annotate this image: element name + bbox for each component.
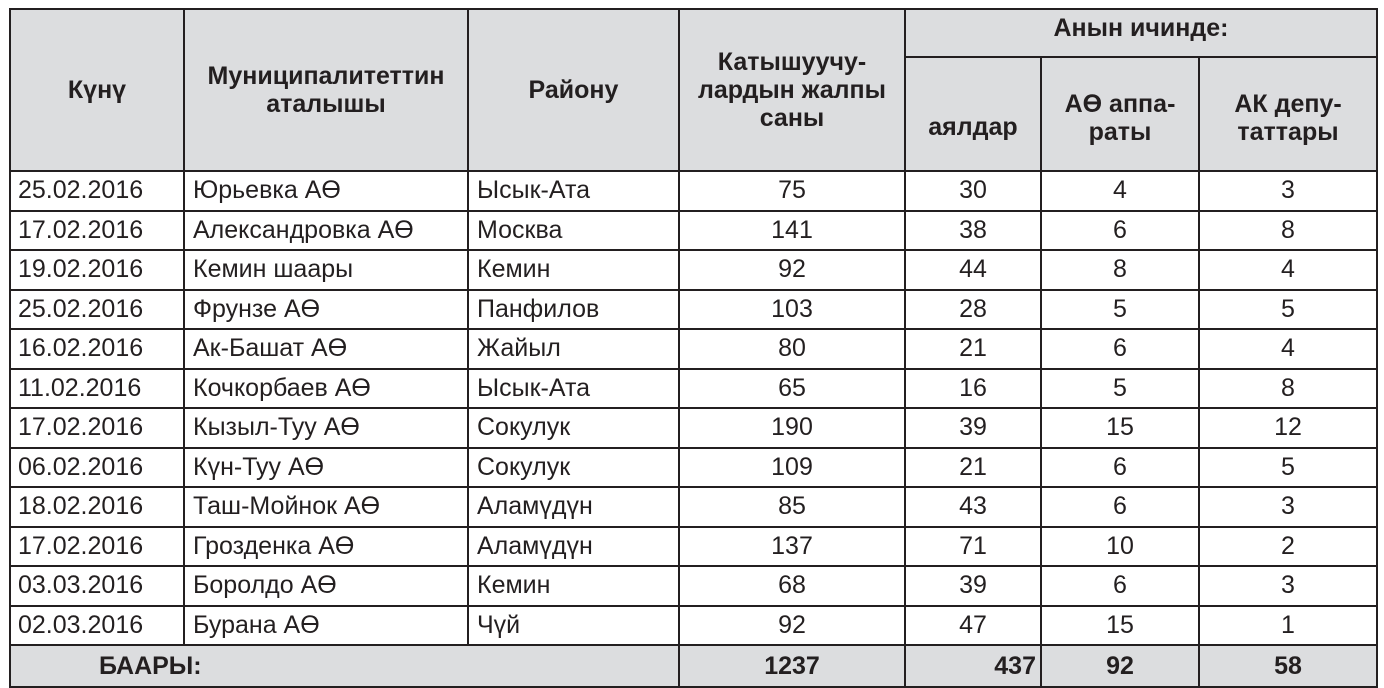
table-row: [10, 250, 1377, 290]
cell-ao-staff: 5: [1041, 369, 1199, 409]
cell-women: 16: [905, 369, 1041, 409]
cell-date: 16.02.2016: [10, 329, 184, 369]
cell-date: 11.02.2016: [10, 369, 184, 409]
header-of-which: Анын ичинде:: [905, 9, 1377, 57]
totals-total: 1237: [679, 645, 905, 687]
table-row: [10, 527, 1377, 567]
cell-women: 39: [905, 566, 1041, 606]
cell-ak-deputies: 5: [1199, 448, 1377, 488]
cell-district: Панфилов: [468, 290, 679, 330]
table-row: [10, 408, 1377, 448]
header-district: Району: [468, 9, 679, 171]
table-row: [10, 329, 1377, 369]
totals-women: 437: [905, 645, 1041, 687]
table-row: [10, 171, 1377, 211]
cell-ak-deputies: 1: [1199, 606, 1377, 646]
cell-municipality: Александровка АӨ: [184, 211, 468, 251]
cell-district: Чүй: [468, 606, 679, 646]
cell-ak-deputies: 3: [1199, 487, 1377, 527]
cell-district: Жайыл: [468, 329, 679, 369]
cell-women: 39: [905, 408, 1041, 448]
cell-district: Москва: [468, 211, 679, 251]
table-container: [9, 8, 1376, 688]
cell-ao-staff: 15: [1041, 408, 1199, 448]
cell-total: 92: [679, 606, 905, 646]
cell-total: 141: [679, 211, 905, 251]
cell-women: 44: [905, 250, 1041, 290]
totals-ak-deputies: 58: [1199, 645, 1377, 687]
table-header: [10, 9, 1377, 171]
cell-date: 03.03.2016: [10, 566, 184, 606]
cell-date: 17.02.2016: [10, 527, 184, 567]
table-body: [10, 171, 1377, 645]
table-row: [10, 606, 1377, 646]
cell-ao-staff: 6: [1041, 566, 1199, 606]
cell-date: 18.02.2016: [10, 487, 184, 527]
cell-women: 38: [905, 211, 1041, 251]
cell-date: 19.02.2016: [10, 250, 184, 290]
cell-women: 47: [905, 606, 1041, 646]
totals-label: БААРЫ:: [10, 645, 679, 687]
cell-ak-deputies: 5: [1199, 290, 1377, 330]
cell-municipality: Кемин шаары: [184, 250, 468, 290]
cell-municipality: Таш-Мойнок АӨ: [184, 487, 468, 527]
header-municipality: Муниципалитеттин аталышы: [184, 9, 468, 171]
cell-district: Кемин: [468, 250, 679, 290]
cell-district: Аламүдүн: [468, 527, 679, 567]
cell-total: 109: [679, 448, 905, 488]
cell-women: 21: [905, 448, 1041, 488]
cell-municipality: Күн-Туу АӨ: [184, 448, 468, 488]
table-row: [10, 369, 1377, 409]
cell-ao-staff: 6: [1041, 448, 1199, 488]
cell-ak-deputies: 2: [1199, 527, 1377, 567]
cell-ao-staff: 5: [1041, 290, 1199, 330]
cell-date: 02.03.2016: [10, 606, 184, 646]
cell-district: Кемин: [468, 566, 679, 606]
table-row: [10, 290, 1377, 330]
cell-women: 21: [905, 329, 1041, 369]
cell-total: 80: [679, 329, 905, 369]
table-row: [10, 487, 1377, 527]
cell-total: 65: [679, 369, 905, 409]
cell-district: Ысык-Ата: [468, 171, 679, 211]
cell-municipality: Кочкорбаев АӨ: [184, 369, 468, 409]
cell-municipality: Грозденка АӨ: [184, 527, 468, 567]
cell-date: 25.02.2016: [10, 171, 184, 211]
cell-ak-deputies: 8: [1199, 211, 1377, 251]
cell-women: 43: [905, 487, 1041, 527]
header-total-participants: Катышуучу-лардын жалпы саны: [679, 9, 905, 171]
cell-ao-staff: 10: [1041, 527, 1199, 567]
cell-municipality: Фрунзе АӨ: [184, 290, 468, 330]
cell-ao-staff: 6: [1041, 329, 1199, 369]
cell-date: 06.02.2016: [10, 448, 184, 488]
cell-total: 75: [679, 171, 905, 211]
totals-row: [10, 645, 1377, 687]
participants-table: [9, 8, 1378, 688]
cell-women: 28: [905, 290, 1041, 330]
cell-district: Сокулук: [468, 448, 679, 488]
header-ao-staff: АӨ аппа-раты: [1041, 57, 1199, 171]
cell-ao-staff: 4: [1041, 171, 1199, 211]
cell-total: 85: [679, 487, 905, 527]
cell-total: 190: [679, 408, 905, 448]
header-date: Күнү: [10, 9, 184, 171]
cell-municipality: Боролдо АӨ: [184, 566, 468, 606]
cell-district: Ысык-Ата: [468, 369, 679, 409]
cell-ak-deputies: 4: [1199, 250, 1377, 290]
table-row: [10, 448, 1377, 488]
cell-date: 17.02.2016: [10, 211, 184, 251]
cell-municipality: Бурана АӨ: [184, 606, 468, 646]
cell-ao-staff: 6: [1041, 211, 1199, 251]
cell-district: Аламүдүн: [468, 487, 679, 527]
cell-ak-deputies: 3: [1199, 171, 1377, 211]
cell-ak-deputies: 12: [1199, 408, 1377, 448]
header-ak-deputies: АК депу-таттары: [1199, 57, 1377, 171]
cell-ak-deputies: 8: [1199, 369, 1377, 409]
totals-ao-staff: 92: [1041, 645, 1199, 687]
cell-ak-deputies: 3: [1199, 566, 1377, 606]
table-row: [10, 566, 1377, 606]
cell-ao-staff: 15: [1041, 606, 1199, 646]
cell-municipality: Ак-Башат АӨ: [184, 329, 468, 369]
cell-ao-staff: 8: [1041, 250, 1199, 290]
cell-total: 68: [679, 566, 905, 606]
cell-date: 17.02.2016: [10, 408, 184, 448]
table-footer: [10, 645, 1377, 687]
cell-municipality: Кызыл-Туу АӨ: [184, 408, 468, 448]
cell-total: 92: [679, 250, 905, 290]
cell-ak-deputies: 4: [1199, 329, 1377, 369]
cell-total: 103: [679, 290, 905, 330]
cell-total: 137: [679, 527, 905, 567]
cell-ao-staff: 6: [1041, 487, 1199, 527]
cell-date: 25.02.2016: [10, 290, 184, 330]
cell-women: 71: [905, 527, 1041, 567]
cell-women: 30: [905, 171, 1041, 211]
header-women: аялдар: [905, 57, 1041, 171]
table-row: [10, 211, 1377, 251]
cell-municipality: Юрьевка АӨ: [184, 171, 468, 211]
cell-district: Сокулук: [468, 408, 679, 448]
